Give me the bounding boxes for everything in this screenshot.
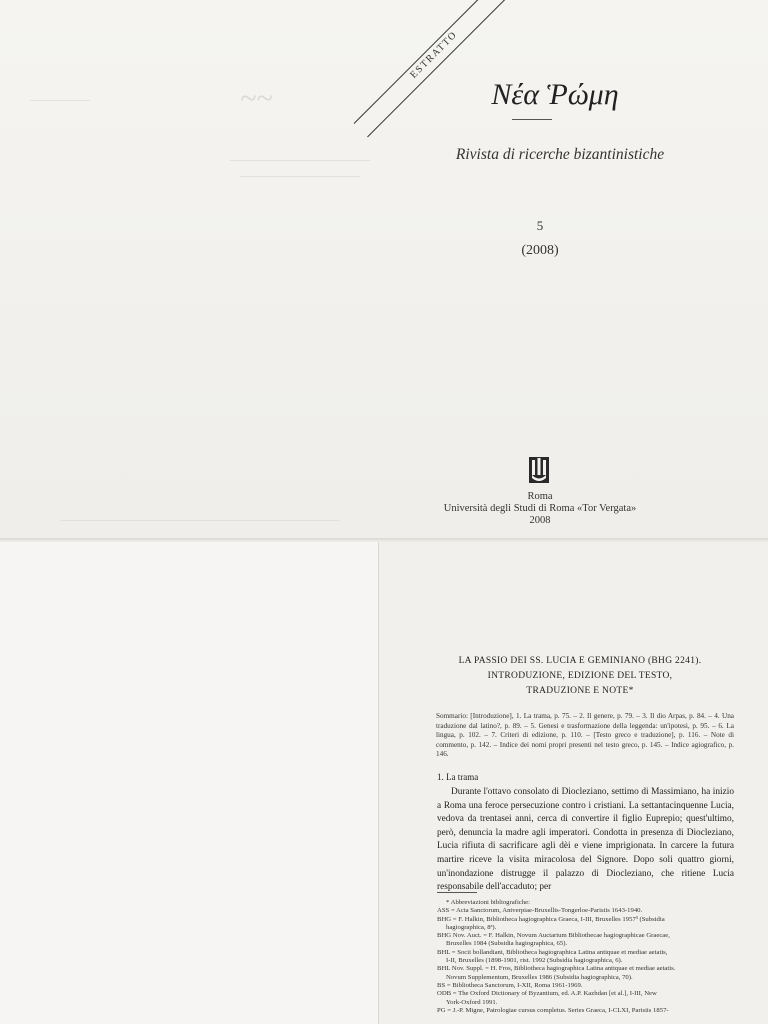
article-title-line: INTRODUZIONE, EDIZIONE DEL TESTO, — [487, 671, 673, 681]
footnote-line: Bruxelles 1984 (Subsidia hagiographica, 65). — [446, 940, 568, 948]
bleed-through-line — [240, 176, 360, 177]
footnote-line: BHG = F. Halkin, Bibliotheca hagiographica Graeca, I-III, Bruxelles 1957³ (Subsidia — [437, 915, 665, 923]
footnote-line: BHL Nov. Suppl. = H. Fros, Bibliotheca hagiographica Latina antiquae et mediae aetatis. — [437, 965, 676, 973]
footnote-rule — [437, 892, 477, 893]
publisher-name: Università degli Studi di Roma «Tor Vergata» — [443, 503, 637, 514]
blank-page — [0, 542, 378, 1024]
article-title-line: TRADUZIONE E NOTE* — [526, 686, 634, 696]
footnote-line: PG = J.-P. Migne, Patrologiae cursus completus. Series Graeca, I-CLXI, Parisiis 1857- — [437, 1006, 669, 1014]
footnote-line: BHG Nov. Auct. = F. Halkin, Novum Auctarium Bibliothecae hagiographicae Graecae, — [437, 932, 670, 940]
footnote-line: BS = Bibliotheca Sanctorum, I-XII, Roma 1961-1969. — [437, 981, 583, 989]
title-rule — [512, 119, 552, 120]
bleed-through-text: ~~ — [240, 82, 273, 115]
estratto-label: ESTRATTO — [408, 29, 460, 81]
publisher-block — [420, 491, 660, 527]
article-title-line: LA PASSIO DEI SS. LUCIA E GEMINIANO (BHG 2241). — [458, 656, 702, 666]
bleed-through-line — [30, 100, 90, 101]
body-paragraph: Durante l'ottavo consolato di Diocleziano, settimo di Massimiano, ha inizio a Roma una feroce persecuzione contro i cristiani. La settantacinquenne Lucia, vedova da trentasei anni, cerca di convertire il figlio Euprepio; quest'ultimo, però, denuncia la madre agli imperatori. Condotta in presenza di Diocleziano, Lucia rifiuta di sacrificare agli dèi e viene imprigionata. In carcere la futura martire riceve la visita miracolosa del Signore. Dopo soli quattro giorni, un'inondazione distrugge il palazzo di Diocleziano, che ritiene Lucia responsabile dell'accaduto; per — [437, 787, 734, 893]
footnote-line: ODB = The Oxford Dictionary of Byzantium, ed. A.P. Kazhdan [et al.], I-III, New — [437, 990, 657, 998]
footnote-line: Novum Supplementum, Bruxelles 1986 (Subsidia hagiographica, 70). — [446, 973, 633, 981]
university-logo-icon — [528, 456, 550, 484]
footnote-line: * Abbreviazioni bibliografiche: — [446, 899, 530, 906]
article-title — [410, 654, 750, 699]
volume-number: 5 — [536, 218, 544, 233]
footnotes — [437, 899, 734, 1015]
bleed-through-line — [230, 160, 370, 161]
estratto-stamp — [354, 0, 517, 137]
footnote-line: BHL = Socii bollandiani, Bibliotheca hagiographica Latina antiquae et mediae aetatis, — [437, 948, 668, 956]
section-heading: 1. La trama — [437, 772, 479, 782]
publisher-year: 2008 — [529, 515, 551, 526]
footnote-line: I-II, Bruxelles (1898-1901, rist. 1992 (Subsidia hagiographica, 6). — [446, 957, 623, 965]
article-summary: Sommario: [Introduzione], 1. La trama, p. 75. – 2. Il genere, p. 79. – 3. Il dio Arpas, p. 84. – 4. Una traduzione dal latino?, p. 89. – 5. Genesi e trasformazione della leggenda: un'ipotesi, p. 95. – 6. La lingua, p. 102. – 7. Criteri di edizione, p. 110. – [Testo greco e traduzione], p. 116. – Note di commento, p. 142. – Indice dei nomi propri presenti nel testo greco, p. 145. – Indice agiografico, p. 146. — [436, 712, 734, 759]
journal-title: Νέα Ῥώμη — [491, 78, 619, 111]
bleed-through-line — [60, 520, 340, 521]
publisher-city: Roma — [527, 491, 553, 502]
journal-subtitle: Rivista di ricerche bizantinistiche — [455, 146, 665, 163]
footnote-line: York-Oxford 1991. — [446, 998, 498, 1006]
volume-year: (2008) — [521, 243, 559, 258]
footnote-line: hagiographica, 8ᵃ). — [446, 923, 497, 931]
footnote-line: ASS = Acta Sanctorum, Antverpiae-Bruxellis-Tongerloe-Parisiis 1643-1940. — [437, 907, 643, 915]
